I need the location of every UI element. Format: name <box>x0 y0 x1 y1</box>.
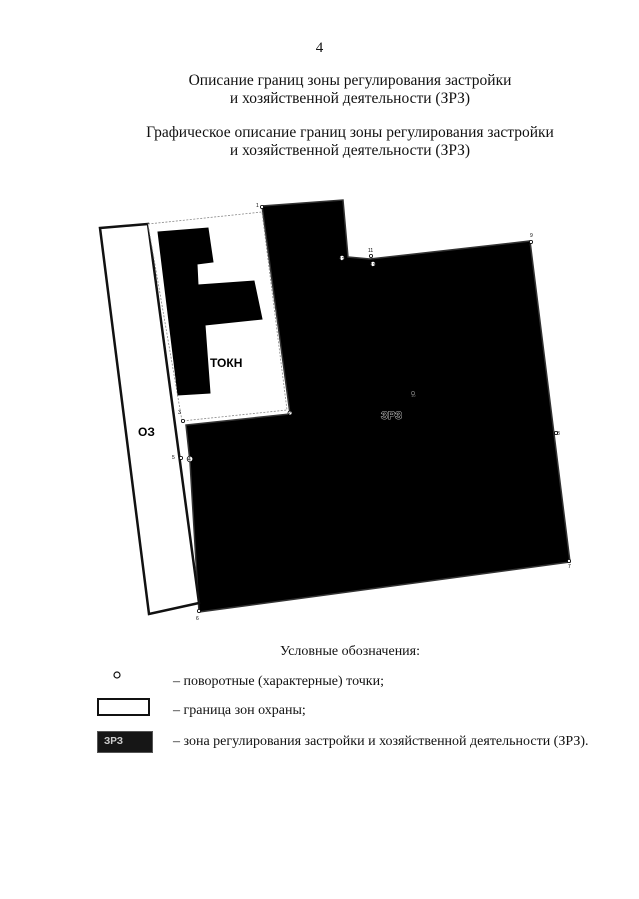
map-label-zrz: ЗРЗ <box>381 410 402 422</box>
turning-point <box>181 419 184 422</box>
turning-point <box>197 609 200 612</box>
point-label: 8 <box>557 431 560 437</box>
turning-point <box>260 205 263 208</box>
legend-item-points: – поворотные (характерные) точки; <box>173 674 384 689</box>
turning-point <box>529 240 532 243</box>
turning-point <box>369 254 372 257</box>
point-label: 4 <box>188 457 191 463</box>
map-label-tokn: ТОКН <box>210 356 243 370</box>
page-number: 4 <box>315 40 324 56</box>
legend-title: Условные обозначения: <box>279 644 421 659</box>
point-label: 2 <box>288 411 291 417</box>
boundary-symbol <box>97 698 150 716</box>
description-heading-line-2: и хозяйственной деятельности (ЗРЗ) <box>229 90 471 107</box>
zrz-symbol: ЗРЗ <box>97 731 153 753</box>
point-label: 3 <box>178 410 181 416</box>
point-label: 10 <box>411 393 416 398</box>
point-label: 6 <box>196 616 199 622</box>
graphic-heading-line-2: и хозяйственной деятельности (ЗРЗ) <box>229 142 471 159</box>
point-label: 11 <box>368 248 374 254</box>
map-label-oz: ОЗ <box>138 425 155 439</box>
point-label: 13 <box>370 263 376 269</box>
description-heading-line-1: Описание границ зоны регулирования застройки <box>188 72 512 89</box>
point-icon <box>112 670 122 680</box>
point-label: 9 <box>530 233 533 239</box>
legend-item-boundary: – граница зон охраны; <box>173 703 306 718</box>
point-label: 1 <box>256 203 259 209</box>
legend-item-zrz: – зона регулирования застройки и хозяйственной деятельности (ЗРЗ). <box>173 734 589 749</box>
point-label: 12 <box>339 257 345 263</box>
point-label: 7 <box>568 564 571 570</box>
graphic-heading-line-1: Графическое описание границ зоны регулирования застройки <box>146 124 554 141</box>
turning-point <box>567 559 570 562</box>
point-label: 5 <box>172 455 175 461</box>
turning-point <box>179 456 182 459</box>
